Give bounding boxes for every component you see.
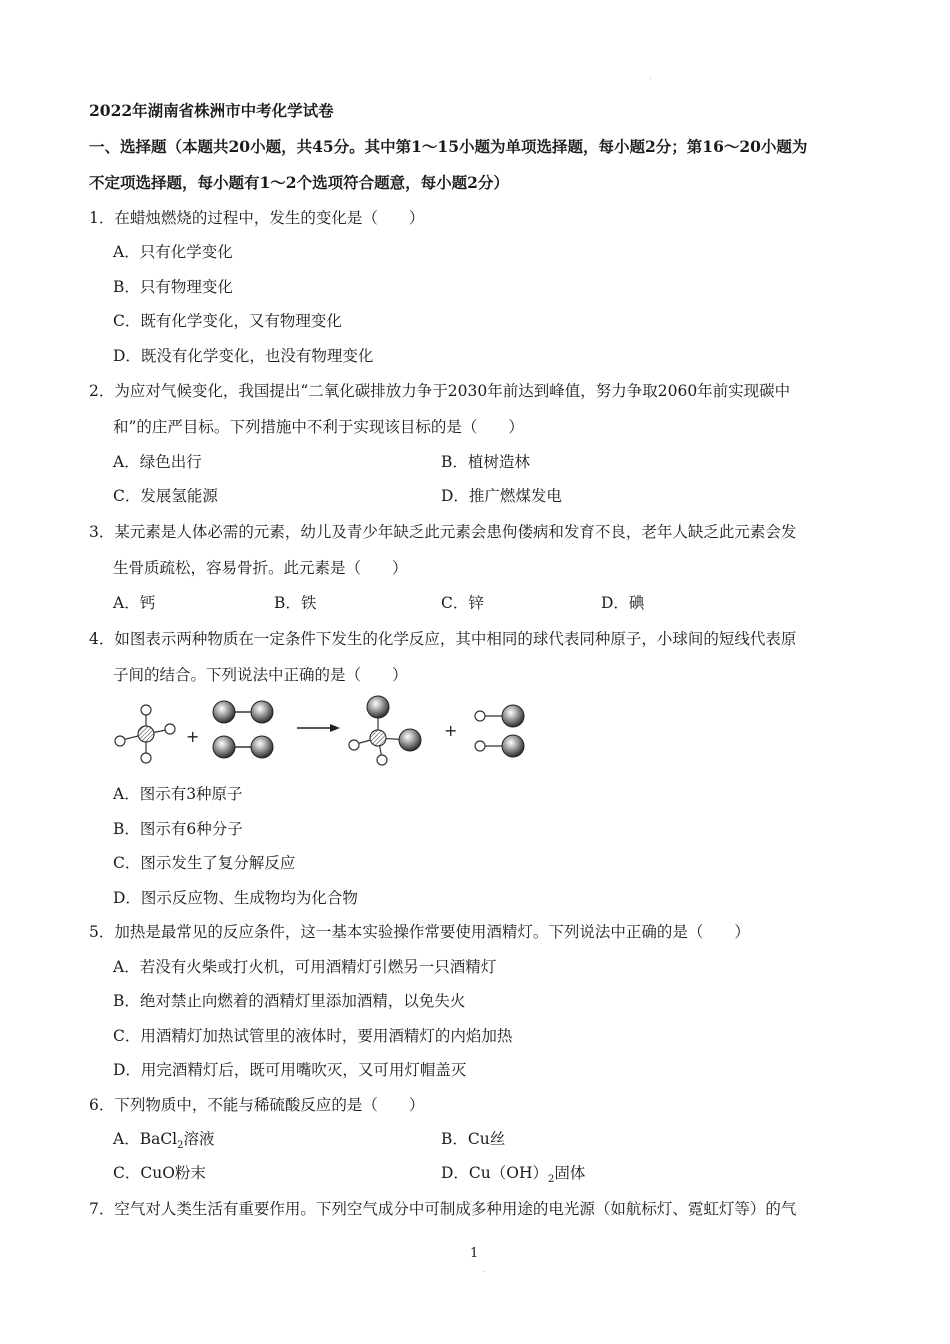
question-6-option-b: B．Cu丝: [441, 1130, 506, 1148]
big-atom: [367, 696, 389, 718]
question-2-stem-line-1: 2．为应对气候变化，我国提出“二氧化碳排放力争于2030年前达到峰值，努力争取2060年前实现碳中: [89, 382, 791, 400]
question-3-option-c: C．锌: [441, 594, 484, 612]
section-heading-line-1: 一、选择题（本题共20小题，共45分。其中第1～15小题为单项选择题，每小题2分；第16～20小题为: [89, 137, 808, 156]
question-1-option-c: C．既有化学变化，又有物理变化: [113, 312, 342, 330]
page-number: 1: [470, 1246, 479, 1261]
question-6-option-a: A．BaCl$_2$溶液: [113, 1130, 215, 1152]
question-2-stem-line-2: 和”的庄严目标。下列措施中不利于实现该目标的是（ ）: [113, 418, 524, 436]
question-5-option-c: C．用酒精灯加热试管里的液体时，要用酒精灯的内焰加热: [113, 1027, 513, 1045]
question-7-stem: 7．空气对人类生活有重要作用。下列空气成分中可制成多种用途的电光源（如航标灯、霓虹灯等）的气: [89, 1200, 797, 1218]
small-atom: [141, 705, 151, 715]
reactant-2-molecules: [213, 701, 273, 758]
question-5-option-b: B．绝对禁止向燃着的酒精灯里添加酒精，以免失火: [113, 992, 466, 1010]
question-5-option-d: D．用完酒精灯后，既可用嘴吹灭，又可用灯帽盖灭: [113, 1061, 467, 1079]
small-atom: [377, 755, 387, 765]
question-1-option-a: A．只有化学变化: [113, 243, 233, 261]
product-1-molecule: [349, 696, 421, 765]
small-atom: [165, 724, 175, 734]
plus-sign: +: [186, 727, 200, 746]
hatched-atom: [370, 730, 386, 746]
small-atom: [475, 711, 485, 721]
question-3-option-a: A．钙: [113, 594, 156, 612]
section-heading-line-2: 不定项选择题，每小题有1～2个选项符合题意，每小题2分）: [89, 173, 509, 192]
big-atom: [213, 736, 235, 758]
question-3-option-b: B．铁: [274, 594, 317, 612]
small-atom: [475, 741, 485, 751]
question-1-option-d: D．既没有化学变化，也没有物理变化: [113, 347, 374, 365]
question-2-option-c: C．发展氢能源: [113, 487, 218, 505]
small-atom: [141, 753, 151, 763]
question-5-stem: 5．加热是最常见的反应条件，这一基本实验操作常要使用酒精灯。下列说法中正确的是（ ）: [89, 923, 750, 941]
small-atom: [349, 740, 359, 750]
question-2-option-b: B．植树造林: [441, 453, 530, 471]
question-4-option-a: A．图示有3种原子: [113, 785, 243, 803]
page-title: 2022年湖南省株洲市中考化学试卷: [89, 101, 334, 120]
big-atom: [399, 729, 421, 751]
question-1-option-b: B．只有物理变化: [113, 278, 233, 296]
question-4-option-b: B．图示有6种分子: [113, 820, 243, 838]
big-atom: [502, 735, 524, 757]
question-4-stem-line-2: 子间的结合。下列说法中正确的是（ ）: [113, 666, 408, 684]
reactant-1-molecule: [115, 705, 175, 763]
big-atom: [213, 701, 235, 723]
big-atom: [502, 705, 524, 727]
reaction-arrow: [297, 724, 340, 732]
question-2-option-d: D．推广燃煤发电: [441, 487, 562, 505]
question-1-stem: 1．在蜡烛燃烧的过程中，发生的变化是（ ）: [89, 209, 425, 227]
question-4-option-c: C．图示发生了复分解反应: [113, 854, 296, 872]
plus-sign: +: [444, 721, 458, 740]
question-4-option-d: D．图示反应物、生成物均为化合物: [113, 889, 358, 907]
question-4-stem-line-1: 4．如图表示两种物质在一定条件下发生的化学反应，其中相同的球代表同种原子，小球间的短线代表原: [89, 630, 797, 648]
question-6-option-c: C．CuO粉末: [113, 1164, 206, 1182]
question-6-stem: 6．下列物质中，不能与稀硫酸反应的是（ ）: [89, 1096, 425, 1114]
question-3-stem-line-2: 生骨质疏松，容易骨折。此元素是（ ）: [113, 559, 408, 577]
small-atom: [115, 736, 125, 746]
question-3-option-d: D．碘: [601, 594, 645, 612]
question-6-option-d: D．$Cu(OH)_2$固体: [441, 1164, 586, 1186]
product-2-molecules: [475, 705, 524, 757]
question-5-option-a: A．若没有火柴或打火机，可用酒精灯引燃另一只酒精灯: [113, 958, 497, 976]
big-atom: [251, 736, 273, 758]
question-3-stem-line-1: 3．某元素是人体必需的元素，幼儿及青少年缺乏此元素会患佝偻病和发育不良，老年人缺乏此元素会发: [89, 523, 797, 541]
scan-speck: [483, 1271, 484, 1272]
question-2-option-a: A．绿色出行: [113, 453, 202, 471]
reaction-diagram: [110, 692, 540, 772]
hatched-atom: [138, 726, 154, 742]
scan-speck: [650, 78, 651, 79]
big-atom: [251, 701, 273, 723]
